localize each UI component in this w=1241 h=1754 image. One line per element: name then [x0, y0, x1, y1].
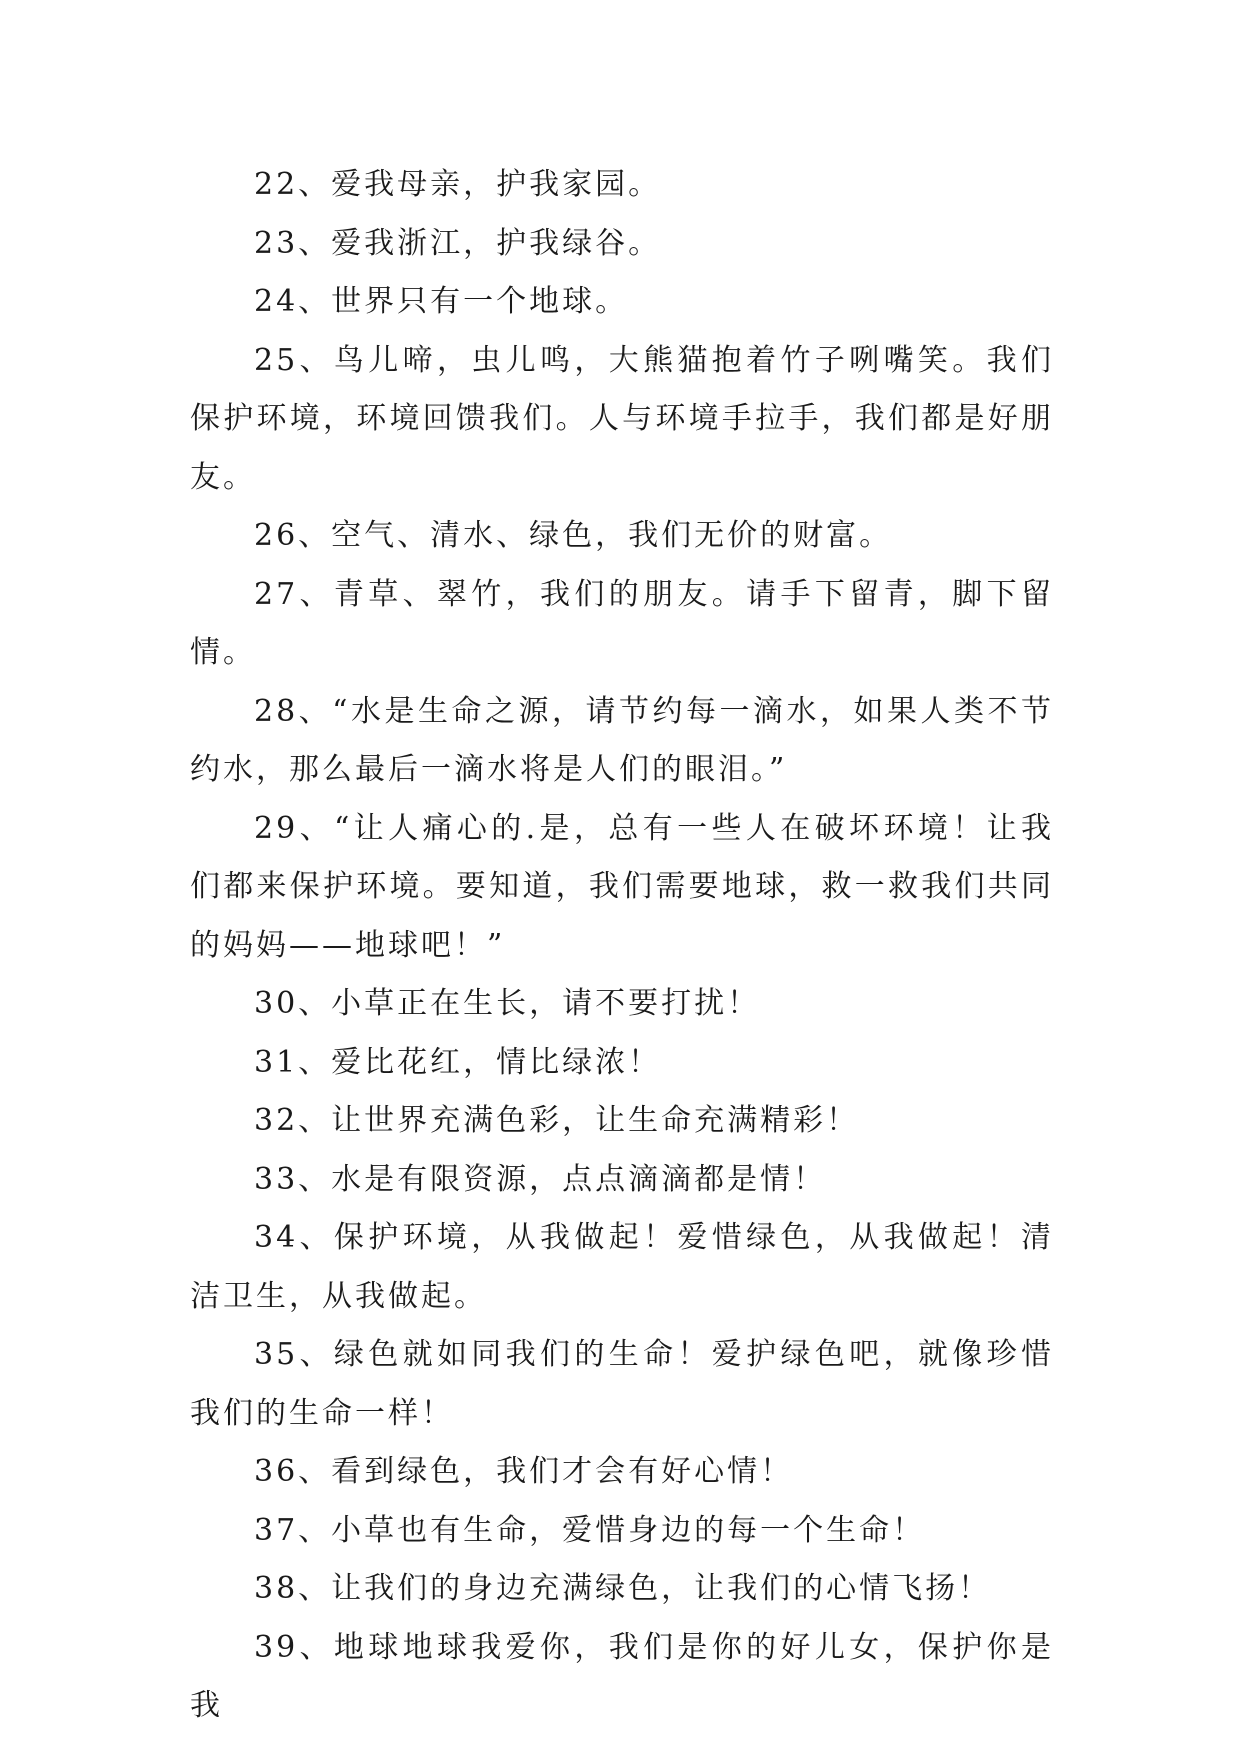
- paragraph-22: 22、爱我母亲，护我家园。: [254, 167, 662, 202]
- paragraph-23: 23、爱我浙江，护我绿谷。: [254, 225, 662, 261]
- paragraph-29: 29、“让人痛心的.是，总有一些人在破坏环境！让我们都来保护环境。要知道，我们需要地球，救一救我们共同的妈妈——地球吧！”: [190, 810, 1054, 963]
- paragraph-25: 25、鸟儿啼，虫儿鸣，大熊猫抱着竹子咧嘴笑。我们保护环境，环境回馈我们。人与环境手拉手，我们都是好朋友。: [190, 342, 1054, 495]
- paragraph-27: 27、青草、翠竹，我们的朋友。请手下留青，脚下留情。: [190, 576, 1054, 670]
- paragraph-39: 39、地球地球我爱你，我们是你的好儿女，保护你是我: [190, 1629, 1054, 1723]
- paragraph-26: 26、空气、清水、绿色，我们无价的财富。: [254, 518, 893, 553]
- paragraph-32: 32、让世界充满色彩，让生命充满精彩！: [254, 1103, 860, 1138]
- paragraph-33: 33、水是有限资源，点点滴滴都是情！: [254, 1161, 827, 1197]
- paragraph-35: 35、绿色就如同我们的生命！爱护绿色吧，就像珍惜我们的生命一样！: [190, 1337, 1054, 1431]
- paragraph-37: 37、小草也有生命，爱惜身边的每一个生命！: [254, 1512, 926, 1548]
- paragraph-36: 36、看到绿色，我们才会有好心情！: [254, 1454, 794, 1489]
- paragraph-31: 31、爱比花红，情比绿浓！: [254, 1044, 662, 1080]
- paragraph-38: 38、让我们的身边充满绿色，让我们的心情飞扬！: [254, 1571, 992, 1606]
- document-body: [190, 156, 1054, 1736]
- paragraph-30: 30、小草正在生长，请不要打扰！: [254, 986, 761, 1021]
- paragraph-24: 24、世界只有一个地球。: [254, 284, 629, 319]
- paragraph-34: 34、保护环境，从我做起！爱惜绿色，从我做起！清洁卫生，从我做起。: [190, 1220, 1054, 1314]
- paragraph-28: 28、“水是生命之源，请节约每一滴水，如果人类不节约水，那么最后一滴水将是人们的眼泪。”: [190, 693, 1054, 787]
